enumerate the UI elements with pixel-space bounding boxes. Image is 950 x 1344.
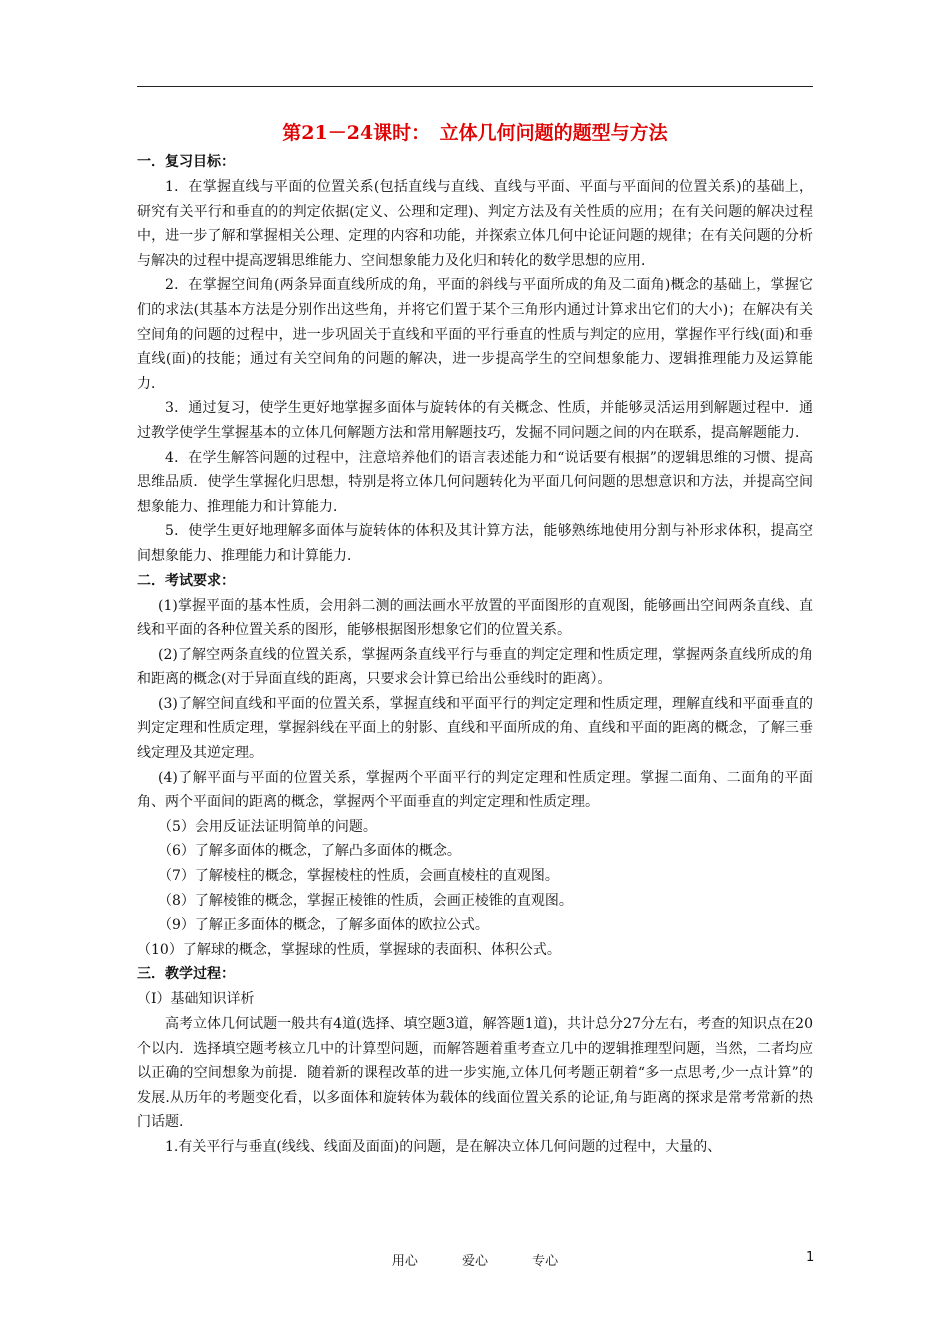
exam-requirement-item: （8）了解棱锥的概念，掌握正棱锥的性质，会画正棱锥的直观图。 <box>158 892 573 909</box>
page-number: 1 <box>806 1250 815 1265</box>
exam-requirement-item: （7）了解棱柱的概念，掌握棱柱的性质，会画直棱柱的直观图。 <box>158 868 559 885</box>
exam-requirement-item: （6）了解多面体的概念，了解凸多面体的概念。 <box>158 843 461 860</box>
exam-requirement-item: （5）会用反证法证明简单的问题。 <box>158 818 377 835</box>
exam-requirement-item: (4)了解平面与平面的位置关系，掌握两个平面平行的判定定理和性质定理。掌握二面角、二面角的平面角、两个平面间的距离的概念，掌握两个平面垂直的判定定理和性质定理。 <box>137 769 813 811</box>
review-goal-paragraph: 3．通过复习，使学生更好地掌握多面体与旋转体的有关概念、性质，并能够灵活运用到解题过程中．通过教学使学生掌握基本的立体几何解题方法和常用解题技巧，发掘不同问题之间的内在联系，提高解题能力． <box>137 400 813 441</box>
page-footer <box>0 1250 950 1270</box>
footer-motto-2: 爱心 <box>461 1254 488 1269</box>
review-goal-paragraph: 5．使学生更好地理解多面体与旋转体的体积及其计算方法，能够熟练地使用分割与补形求体积，提高空间想象能力、推理能力和计算能力． <box>137 523 813 564</box>
exam-requirement-item: (1)掌握平面的基本性质，会用斜二测的画法画水平放置的平面图形的直观图，能够画出空间两条直线、直线和平面的各种位置关系的图形，能够根据图形想象它们的位置关系。 <box>137 597 813 639</box>
exam-requirement-item: （9）了解正多面体的概念，了解多面体的欧拉公式。 <box>158 917 489 934</box>
document-title: 第21－24课时： 立体几何问题的题型与方法 <box>282 122 668 144</box>
section-heading-exam-requirements: 二．考试要求： <box>137 572 235 589</box>
document-body <box>137 118 813 1160</box>
exam-requirement-item: （10）了解球的概念，掌握球的性质，掌握球的表面积、体积公式。 <box>137 941 561 958</box>
section-heading-teaching-process: 三．教学过程： <box>137 966 235 983</box>
header-rule <box>137 86 813 87</box>
teaching-paragraph: 1.有关平行与垂直(线线、线面及面面)的问题，是在解决立体几何问题的过程中，大量的、 <box>165 1138 722 1155</box>
subsection-heading-basics: （Ⅰ）基础知识详析 <box>137 991 255 1008</box>
review-goal-paragraph: 2．在掌握空间角(两条异面直线所成的角，平面的斜线与平面所成的角及二面角)概念的基础上，掌握它们的求法(其基本方法是分别作出这些角，并将它们置于某个三角形内通过计算求出它们的大小)；在解决有关空间角的问题的过程中，进一步巩固关于直线和平面的平行垂直的性质与判定的应用，掌握作平行线(面)和垂直线(面)的技能；通过有关空间角的问题的解决，进一步提高学生的空间想象能力、逻辑推理能力及运算能力． <box>137 277 813 392</box>
review-goal-paragraph: 4．在学生解答问题的过程中，注意培养他们的语言表述能力和“说话要有根据”的逻辑思维的习惯、提高思维品质．使学生掌握化归思想，特别是将立体几何问题转化为平面几何问题的思想意识和方法，并提高空间想象能力、推理能力和计算能力． <box>137 449 813 515</box>
teaching-paragraph: 高考立体几何试题一般共有4道(选择、填空题3道，解答题1道)，共计总分27分左右，考查的知识点在20个以内．选择填空题考核立几中的计算型问题，而解答题着重考查立几中的逻辑推理型问题，当然，二者均应以正确的空间想象为前提．随着新的课程改革的进一步实施,立体几何考题正朝着“多一点思考,少一点计算”的发展.从历年的考题变化看，以多面体和旋转体为载体的线面位置关系的论证,角与距离的探求是常考常新的热门话题. <box>137 1016 813 1131</box>
footer-motto-1: 用心 <box>391 1254 418 1269</box>
exam-requirement-item: (2)了解空两条直线的位置关系，掌握两条直线平行与垂直的判定定理和性质定理，掌握两条直线所成的角和距离的概念(对于异面直线的距离，只要求会计算已给出公垂线时的距离）。 <box>137 646 813 688</box>
review-goal-paragraph: 1．在掌握直线与平面的位置关系(包括直线与直线、直线与平面、平面与平面间的位置关系)的基础上，研究有关平行和垂直的的判定依据(定义、公理和定理)、判定方法及有关性质的应用；在有关问题的解决过程中，进一步了解和掌握相关公理、定理的内容和功能，并探索立体几何中论证问题的规律；在有关问题的分析与解决的过程中提高逻辑思维能力、空间想象能力及化归和转化的数学思想的应用． <box>137 179 813 269</box>
exam-requirement-item: (3)了解空间直线和平面的位置关系，掌握直线和平面平行的判定定理和性质定理，理解直线和平面垂直的判定定理和性质定理，掌握斜线在平面上的射影、直线和平面所成的角、直线和平面的距离的概念，了解三垂线定理及其逆定理。 <box>137 695 813 762</box>
footer-motto-3: 专心 <box>532 1254 559 1269</box>
section-heading-review-goals: 一．复习目标： <box>137 154 235 170</box>
